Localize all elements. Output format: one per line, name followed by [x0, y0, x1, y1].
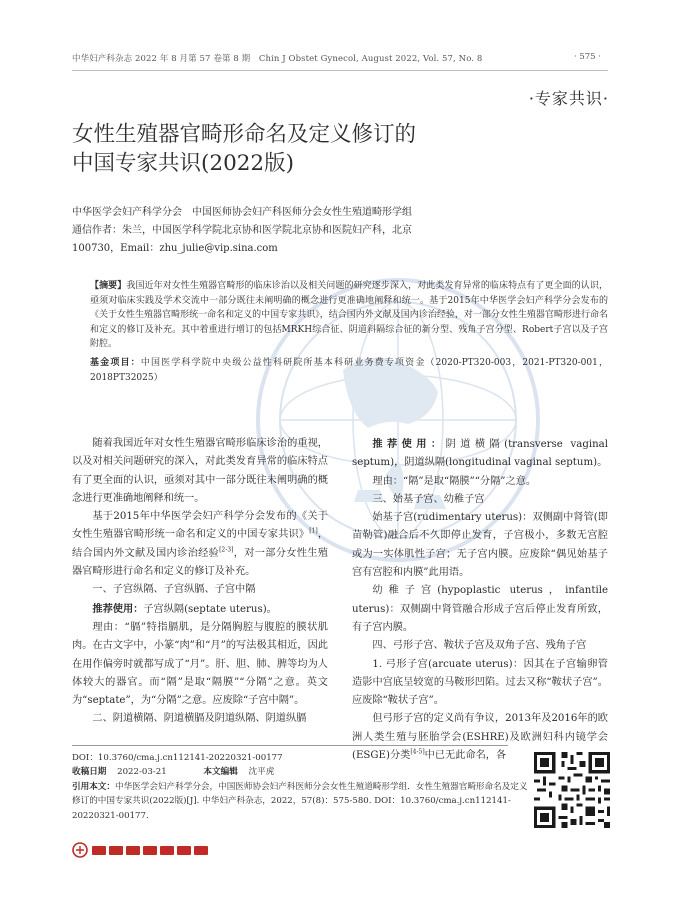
received-date: 2022-03-21 [117, 767, 167, 778]
text-run: 中已无此命名，各 [424, 750, 507, 762]
body-paragraph [72, 508, 328, 581]
title-line-1: 女性生殖器官畸形命名及定义修订的 [72, 122, 417, 147]
body-paragraph: 理由：“膈”特指膈肌，是分隔胸腔与腹腔的膜状肌肉。在古文字中，小篆“肉”和“月”的写法极其相近，因此在用作偏旁时就都写成了“月”。肝、胆、肺、脾等均为人体较大的器官。而“隔”是取“隔膜”“分隔”之意。英文为“septate”，为“分隔”之意。应废除“子宫中隔”。 [72, 621, 328, 707]
publisher-logo-icon [72, 841, 232, 859]
qr-code-icon[interactable] [534, 752, 610, 828]
title-line-2: 中国专家共识(2022版) [72, 151, 294, 176]
citation-label: 引用本文： [72, 781, 115, 792]
body-column-left [72, 435, 328, 729]
section-heading: 四、弓形子宫、鞍状子宫及双角子宫、残角子宫 [372, 640, 587, 652]
abstract [90, 279, 608, 385]
section-tag: ·专家共识· [528, 89, 609, 108]
body-paragraph: 始基子宫(rudimentary uterus)：双侧副中肾管(即苗勒管)融合后不久即停止发育，子宫极小，多数无宫腔或为一实体肌性子宫；无子宫内膜。应废除“偶见始基子宫有宫腔和内膜”此用语。 [352, 512, 608, 579]
recommendation-label: 推荐使用： [372, 438, 446, 450]
funding-text: 中国医学科学院中央级公益性科研院所基本科研业务费专项资金（2020-PT320-003，2021-PT320-001，2018PT32025） [90, 357, 608, 383]
authors-line-3: 100730，Email：zhu_julie@vip.sina.com [72, 243, 278, 254]
body-column-right [352, 435, 608, 765]
authors-line-2: 通信作者：朱兰，中国医学科学院北京协和医学院北京协和医院妇产科，北京 [72, 225, 412, 236]
authors-line-1: 中华医学会妇产科学分会 中国医师协会妇产科医师分会女性生殖道畸形学组 [72, 207, 412, 218]
recommendation-text: 子宫纵隔(septate uterus)。 [143, 603, 277, 615]
abstract-label: 【摘要】 [90, 281, 127, 291]
reference-marker[interactable]: [1] [309, 528, 318, 536]
header-rule [72, 70, 608, 71]
text-run: 基于2015年中华医学会妇产科学分会发布的《关于女性生殖器官畸形统一命名和定义的中国专家共识》 [72, 511, 328, 541]
funding-label: 基金项目： [90, 357, 141, 368]
recommendation [352, 435, 608, 473]
section-heading: 三、始基子宫、幼稚子宫 [372, 493, 485, 505]
reference-marker[interactable]: [4-5] [410, 748, 425, 756]
author-block [72, 204, 608, 258]
page-number: · 575 · [573, 52, 601, 62]
text-run: ，对一部分女性生殖器官畸形进行命名和定义的修订及补充。 [72, 547, 328, 578]
abstract-text: 我国近年对女性生殖器官畸形的临床诊治以及相关问题的研究逐步深入，对此类发育异常的临床特点有了更全面的认识，亟须对临床实践及学术交流中一部分既往未阐明确的概念进行更准确地阐释和统一。基于2015年中华医学会妇产科学分会发布的《关于女性生殖器官畸形统一命名和定义的中国专家共识》，结合国内外文献及国内诊治经验，对一部分女性生殖器官畸形进行命名和定义的修订及补充。其中着重进行增订的包括MRKH综合征、阴道斜隔综合征的新分型、残角子宫分型、Robert子宫以及子宫附腔。 [90, 281, 608, 350]
citation-text: 中华医学会妇产科学分会，中国医师协会妇产科医师分会女性生殖道畸形学组．女性生殖器官畸形命名及定义修订的中国专家共识(2022版)[J]. 中华妇产科杂志，2022，57(8)：575-580. DOI：10.3760/cma.j.cn112141-20220321-00177. [72, 781, 528, 821]
editor-label: 本文编辑 [203, 767, 238, 778]
funding-paragraph [90, 356, 608, 385]
editor-name: 沈平虎 [248, 767, 275, 778]
recommendation [72, 600, 328, 619]
received-editor-line [72, 765, 528, 779]
body-paragraph: 随着我国近年对女性生殖器官畸形临床诊治的重视，以及对相关问题研究的深入，对此类发育异常的临床特点有了更全面的认识，亟须对其中一部分既往未阐明确的概念进行更准确地阐释和统一。 [72, 438, 328, 504]
recommendation-label: 推荐使用： [92, 602, 144, 615]
body-paragraph: 理由：“隔”是取“隔膜”“分隔”之意。 [372, 475, 537, 487]
text-run: ，结合国内外文献及国内诊治经验 [72, 529, 328, 559]
abstract-paragraph [90, 279, 608, 352]
body-paragraph: 1. 弓形子宫(arcuate uterus)：因其在子宫输卵管造影中宫底呈较宽的马鞍形凹陷。过去又称“鞍状子宫”。应废除“鞍状子宫”。 [352, 658, 608, 707]
recommendation-text: 阴道横隔(transverse vaginal septum)，阴道纵隔(longitudinal vaginal septum)。 [352, 439, 608, 469]
body-paragraph: 幼稚子宫(hypoplastic uterus，infantile uterus)：双侧副中肾管融合形成子宫后停止发育所致，有子宫内膜。 [352, 585, 608, 633]
section-heading: 一、子宫纵隔、子宫纵膈、子宫中隔 [92, 584, 256, 596]
section-heading: 二、阴道横隔、阴道横膈及阴道纵隔、阴道纵膈 [92, 713, 307, 725]
doi[interactable]: DOI：10.3760/cma.j.cn112141-20220321-00177 [72, 753, 283, 763]
citation [72, 780, 528, 823]
footer-rule [72, 745, 508, 746]
running-header: 中华妇产科杂志 2022 年 8 月第 57 卷第 8 期 Chin J Obstet Gynecol, August 2022, Vol. 57, No. 8 [72, 54, 483, 64]
article-footer [72, 748, 528, 823]
article-title [72, 120, 542, 178]
reference-marker[interactable]: [2-3] [219, 546, 234, 554]
text-run: 但弓形子宫的定义尚有争议，2013年及2016年的欧洲人类生殖与胚胎学会(ESHRE)及欧洲妇科内镜学会(ESGE)分类 [352, 713, 608, 762]
received-label: 收稿日期 [72, 767, 107, 778]
